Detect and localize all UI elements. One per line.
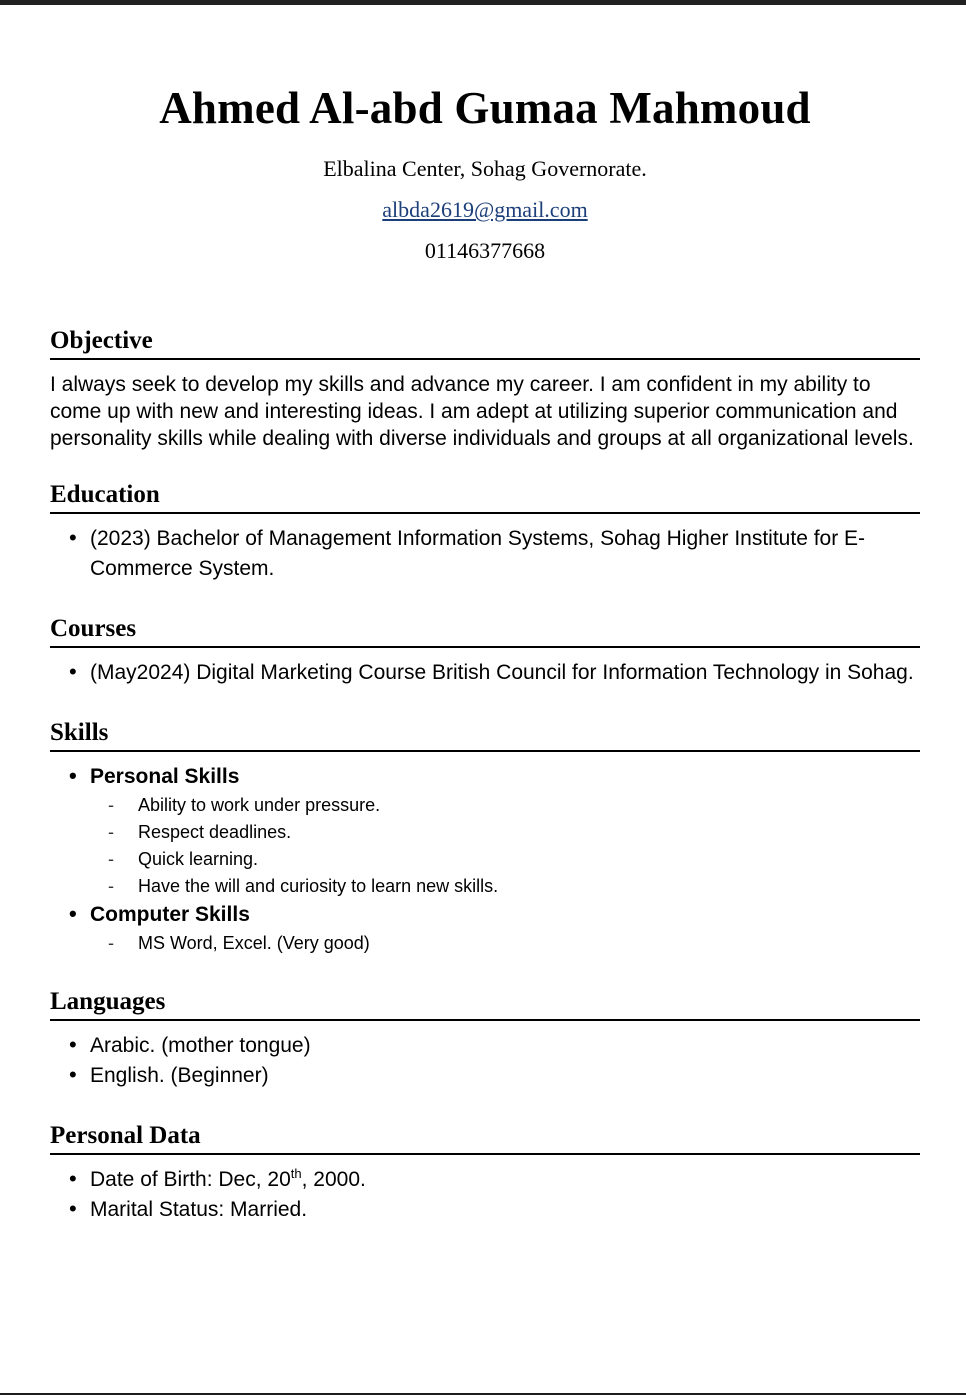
page-bottom-bar (0, 1393, 966, 1395)
section-courses (50, 614, 920, 688)
sub-list-item: - Quick learning. (90, 846, 920, 873)
languages-list (50, 1031, 920, 1091)
email-link[interactable]: albda2619@gmail.com (382, 197, 588, 222)
dob-ordinal-suffix: th (290, 1166, 302, 1181)
skills-group-label: Computer Skills (90, 903, 250, 926)
candidate-address: Elbalina Center, Sohag Governorate. (323, 156, 647, 181)
section-objective (50, 326, 920, 452)
section-heading-skills: Skills (50, 718, 920, 752)
personal-data-list (50, 1165, 920, 1225)
dob-suffix: , 2000. (301, 1168, 366, 1191)
list-item: • (2023) Bachelor of Management Information Systems, Sohag Higher Institute for E-Commerce System. (50, 524, 920, 584)
skills-list (50, 762, 920, 957)
dob-prefix: Date of Birth: Dec, 20 (90, 1168, 291, 1191)
section-heading-languages: Languages (50, 987, 920, 1021)
resume-header (50, 5, 920, 270)
resume-content (50, 5, 920, 1225)
skills-group-computer (50, 900, 920, 957)
objective-paragraph: I always seek to develop my skills and advance my career. I am confident in my ability to come up with new and interesting ideas. I am adept at utilizing superior communication and personality skills while dealing with diverse individuals and groups at all organizational levels. (50, 373, 914, 450)
sub-list-item: - Have the will and curiosity to learn new skills. (90, 873, 920, 900)
list-item: • English. (Beginner) (50, 1061, 920, 1091)
list-item (50, 1165, 920, 1195)
list-item: • Arabic. (mother tongue) (50, 1031, 920, 1061)
list-item: • (May2024) Digital Marketing Course British Council for Information Technology in Sohag. (50, 658, 920, 688)
candidate-name: Ahmed Al-abd Gumaa Mahmoud (159, 83, 811, 133)
marital-status-text: Marital Status: Married. (90, 1198, 308, 1221)
sub-list-item: - MS Word, Excel. (Very good) (90, 930, 920, 957)
section-personal-data (50, 1121, 920, 1225)
skills-group-label: Personal Skills (90, 765, 240, 788)
list-item (50, 1195, 920, 1225)
computer-skills-sublist (90, 930, 920, 957)
section-heading-courses: Courses (50, 614, 920, 648)
section-heading-education: Education (50, 480, 920, 514)
personal-skills-sublist (90, 792, 920, 900)
section-heading-personal-data: Personal Data (50, 1121, 920, 1155)
sub-list-item: - Ability to work under pressure. (90, 792, 920, 819)
section-heading-objective: Objective (50, 326, 920, 360)
sub-list-item: - Respect deadlines. (90, 819, 920, 846)
skills-group-personal (50, 762, 920, 900)
education-list (50, 524, 920, 584)
courses-list (50, 658, 920, 688)
section-skills (50, 718, 920, 957)
section-education (50, 480, 920, 584)
candidate-phone: 01146377668 (424, 238, 546, 263)
candidate-email-line (50, 191, 920, 229)
section-languages (50, 987, 920, 1091)
resume-page (0, 5, 966, 1393)
